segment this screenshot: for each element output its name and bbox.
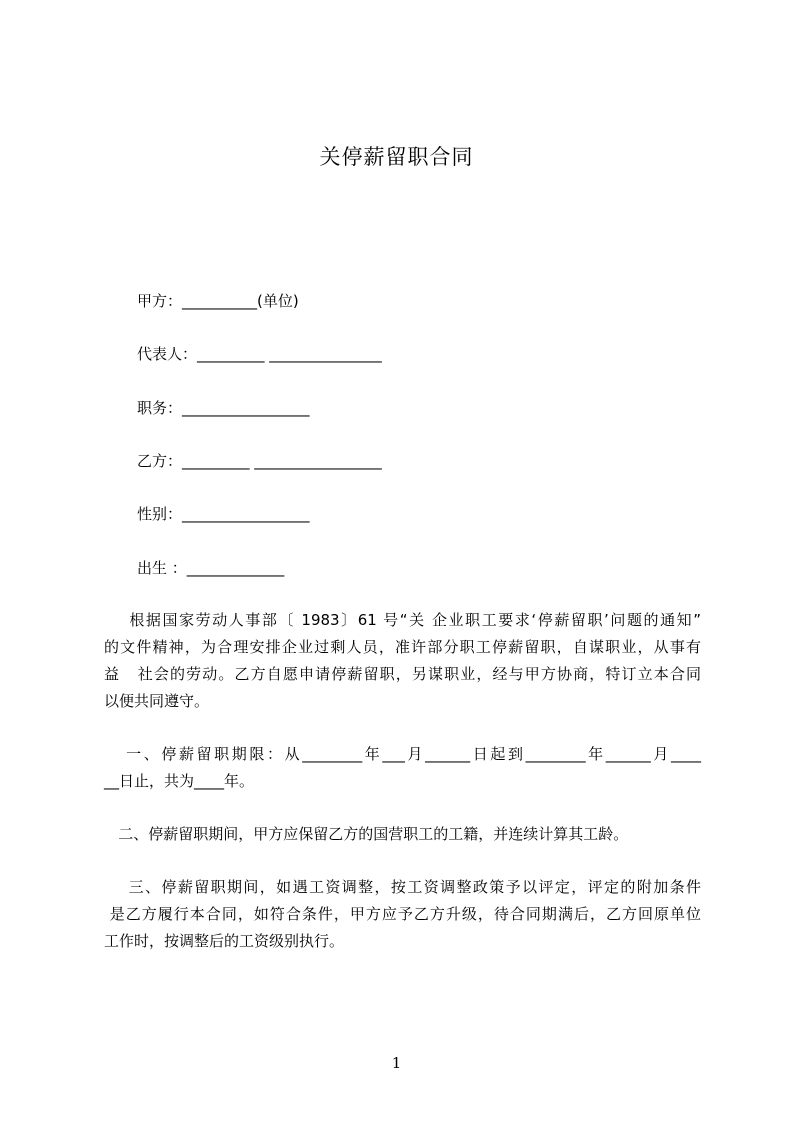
field-representative: 代表人：_________ _______________: [137, 345, 382, 363]
preamble-line-1: 根据国家劳动人事部〔 1983〕61 号“关 企业职工要求‘停薪留职’问题的通知”: [104, 611, 701, 629]
clause-3-paragraph: [104, 874, 701, 955]
field-birth: 出生 ：_____________: [137, 559, 285, 577]
page-number: 1: [391, 1054, 402, 1072]
preamble-paragraph: [104, 607, 701, 715]
clause-2-paragraph: [104, 821, 701, 848]
clause-3-line-3: 工作时，按调整后的工资级别执行。: [104, 932, 345, 950]
clause-1-line-1: 一、停薪留职期限：从________年___月______日起到________年______月____: [104, 745, 701, 763]
field-party-a: 甲方：__________(单位): [137, 292, 299, 310]
clause-1-paragraph: [104, 741, 701, 795]
clause-1-line-2: __日止，共为____年。: [104, 772, 255, 790]
field-party-b: 乙方：_________ _________________: [137, 452, 382, 470]
clause-2-line-1: 二、停薪留职期间，甲方应保留乙方的国营职工的工籍，并连续计算其工龄。: [104, 825, 629, 843]
field-position: 职务：_________________: [137, 399, 310, 417]
preamble-line-4: 以便共同遵守。: [104, 692, 210, 710]
field-gender: 性别：_________________: [137, 505, 310, 523]
contract-title: 关停薪留职合同: [319, 145, 474, 169]
preamble-line-3: 益 社会的劳动。乙方自愿申请停薪留职，另谋职业，经与甲方协商，特订立本合同: [104, 665, 701, 683]
clause-3-line-2: 是乙方履行本合同，如符合条件，甲方应予乙方升级，待合同期满后，乙方回原单位: [104, 905, 701, 923]
clause-3-line-1: 三、停薪留职期间，如遇工资调整，按工资调整政策予以评定，评定的附加条件: [104, 878, 701, 896]
preamble-line-2: 的文件精神，为合理安排企业过剩人员，准许部分职工停薪留职，自谋职业，从事有: [104, 638, 701, 656]
